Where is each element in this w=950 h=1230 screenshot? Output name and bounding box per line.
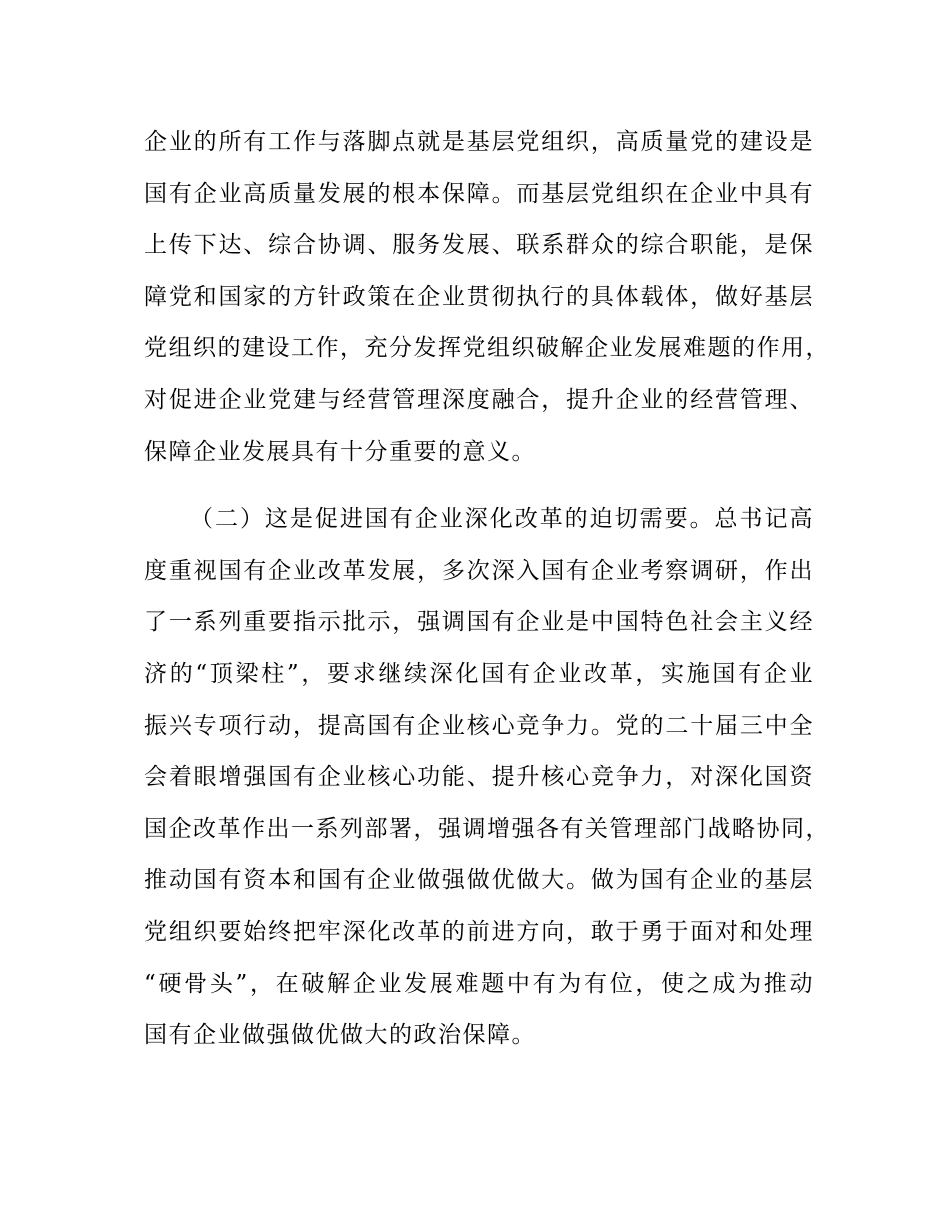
text-line: 保障企业发展具有十分重要的意义。 bbox=[144, 438, 536, 465]
text-line: 对促进企业党建与经营管理深度融合，提升企业的经营管理、 bbox=[144, 386, 814, 413]
text-line: 障党和国家的方针政策在企业贯彻执行的具体载体，做好基层 bbox=[144, 283, 814, 310]
text-line: 国企改革作出一系列部署，强调增强各有关管理部门战略协同， bbox=[144, 815, 830, 842]
text-line: 振兴专项行动，提高国有企业核心竞争力。党的二十届三中全 bbox=[144, 712, 814, 739]
text-line: 度重视国有企业改革发展，多次深入国有企业考察调研，作出 bbox=[144, 557, 814, 584]
paragraph-gap bbox=[144, 478, 814, 494]
text-line: “硬骨头”，在破解企业发展难题中有为有位，使之成为推动 bbox=[144, 970, 814, 997]
paragraph-2 bbox=[144, 494, 830, 1062]
text-line: 济的“顶梁柱”，要求继续深化国有企业改革，实施国有企业 bbox=[144, 660, 814, 687]
text-line: 推动国有资本和国有企业做强做优做大。做为国有企业的基层 bbox=[144, 867, 814, 894]
text-line: 国有企业高质量发展的根本保障。而基层党组织在企业中具有 bbox=[144, 180, 814, 207]
text-line: 国有企业做强做优做大的政治保障。 bbox=[144, 1022, 536, 1049]
document-body bbox=[144, 117, 830, 1062]
paragraph-1 bbox=[144, 117, 830, 478]
text-line: 党组织要始终把牢深化改革的前进方向，敢于勇于面对和处理 bbox=[144, 918, 814, 945]
text-line: 党组织的建设工作，充分发挥党组织破解企业发展难题的作用， bbox=[144, 335, 830, 362]
text-line: （二）这是促进国有企业深化改革的迫切需要。总书记高 bbox=[190, 506, 814, 533]
text-line: 上传下达、综合协调、服务发展、联系群众的综合职能，是保 bbox=[144, 232, 814, 259]
text-line: 会着眼增强国有企业核心功能、提升核心竞争力，对深化国资 bbox=[144, 764, 814, 791]
text-line: 了一系列重要指示批示，强调国有企业是中国特色社会主义经 bbox=[144, 609, 814, 636]
text-line: 企业的所有工作与落脚点就是基层党组织，高质量党的建设是 bbox=[144, 129, 814, 155]
